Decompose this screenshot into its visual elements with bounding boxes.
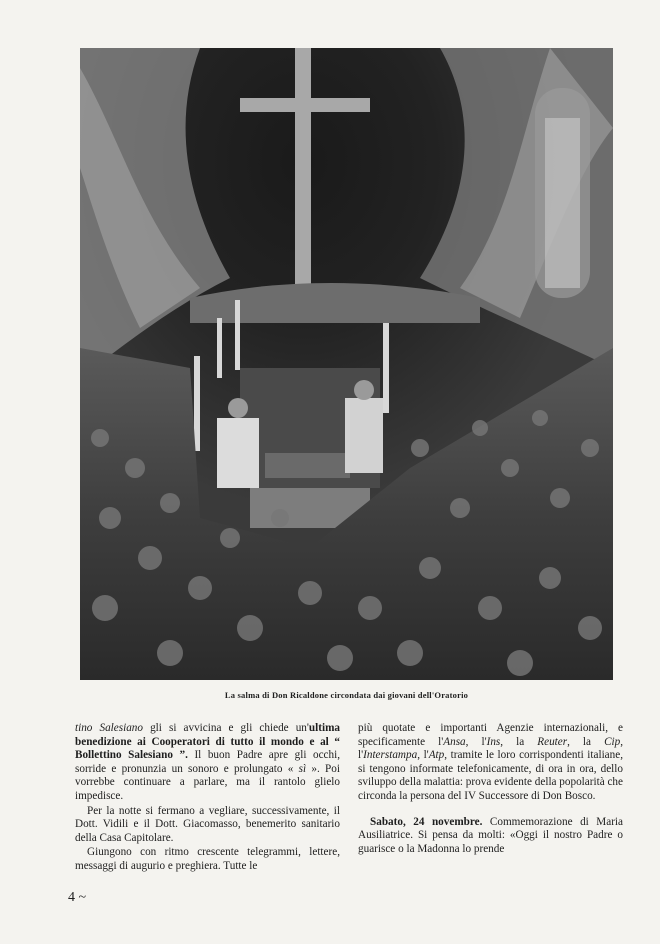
text: , tramite le loro corrispondenti italiane, si tengono informate telefonicamente, di ora in ora, dello sviluppo della malattia: prova evidente della popolarità che circonda la persona del IV Successore di Don Bosco. <box>358 749 624 802</box>
italic-text: Cip <box>604 735 621 748</box>
italic-text: Ansa <box>443 735 466 748</box>
italic-text: tino Salesiano <box>75 722 143 734</box>
paragraph: Giungono con ritmo crescente telegrammi, lettere, messaggi di augurio e preghiera. Tutte le <box>75 846 340 872</box>
bold-text: ultima benedizione ai Cooperatori di tutto il mondo e al “ Bollettino Salesiano ”. <box>75 722 340 762</box>
bold-text: Sabato, 24 novembre. <box>370 815 483 828</box>
italic-text: Atp <box>428 749 445 762</box>
paragraph <box>358 816 623 857</box>
paragraph: Per la notte si fermano a vegliare, successivamente, il Dott. Vidili e il Dott. Giacomasso, benemerito sanitario della Casa Capitolare. <box>75 804 340 844</box>
text: , la <box>500 735 538 748</box>
italic-text: Interstampa <box>363 749 418 762</box>
text: , la <box>567 735 605 748</box>
right-column <box>358 722 623 856</box>
page-number: 4 ~ <box>68 890 87 905</box>
text: più quotate e importanti Agenzie internazionali, e specificamente l' <box>358 722 623 748</box>
text: , l' <box>465 735 487 748</box>
italic-text: Reuter <box>537 735 568 748</box>
text: Il buon Padre apre gli occhi, sorride e pronunzia un sonoro e prolungato « <box>75 749 341 775</box>
text: Commemorazione di Maria Ausiliatrice. Si pensa da molti: «Oggi il nostro Padre o guarisce o la Madonna lo prende <box>358 815 623 855</box>
italic-text: Ins <box>486 735 501 748</box>
paragraph <box>358 722 623 804</box>
photo-caption: La salma di Don Ricaldone circondata dai giovani dell'Oratorio <box>224 690 469 700</box>
italic-text: sì <box>293 762 312 775</box>
text: , l' <box>358 735 624 762</box>
text: gli si avvicina e gli chiede un' <box>143 722 309 734</box>
photograph-icon <box>80 48 613 680</box>
text: ». Poi vorrebbe continuare a parlare, ma il rantolo glielo impedisce. <box>75 762 340 802</box>
funeral-photograph <box>80 48 613 680</box>
left-column <box>75 722 340 874</box>
paragraph <box>75 722 340 804</box>
text: , l' <box>417 749 429 762</box>
